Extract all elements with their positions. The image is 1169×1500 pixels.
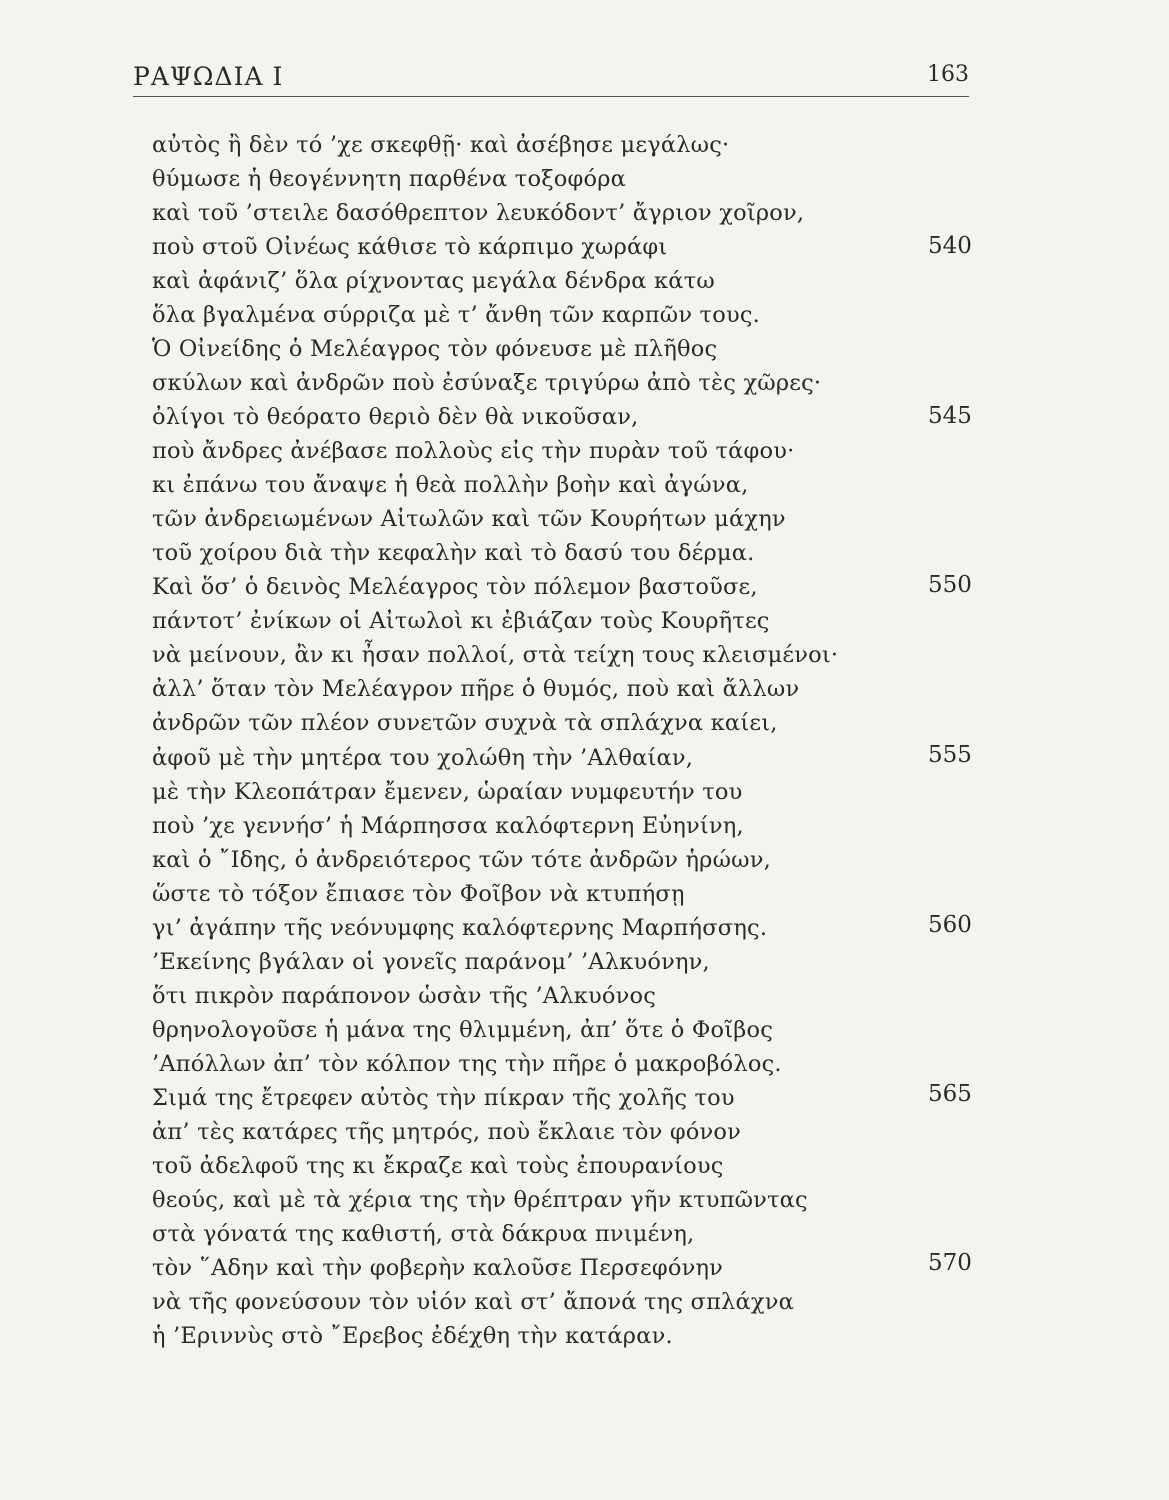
verse-line: στὰ γόνατά της καθιστή, στὰ δάκρυα πνιμένη, [152, 1220, 695, 1247]
verse-line: ποὺ στοῦ Οἰνέως κάθισε τὸ κάρπιμο χωράφι [152, 234, 668, 261]
running-title: ΡΑΨΩΔΙΑ Ι [133, 62, 284, 91]
line-number: 545 [928, 403, 972, 429]
verse-line: μὲ τὴν Κλεοπάτραν ἔμενεν, ὡραίαν νυμφευτήν του [152, 778, 743, 805]
verse-line: τοῦ ἀδελφοῦ της κι ἔκραζε καὶ τοὺς ἐπουρανίους [152, 1152, 724, 1179]
verse-line: ἡ ’Εριννὺς στὸ ῎Ερεβος ἐδέχθη τὴν κατάραν. [152, 1323, 673, 1349]
verse-line: ἀπ’ τὲς κατάρες τῆς μητρός, ποὺ ἔκλαιε τὸν φόνον [152, 1118, 742, 1145]
verse-line: τοῦ χοίρου διὰ τὴν κεφαλὴν καὶ τὸ δασύ του δέρμα. [152, 540, 755, 567]
verse-line: Σιμά της ἔτρεφεν αὐτὸς τὴν πίκραν τῆς χολῆς του [152, 1084, 735, 1111]
verse-line: ὅλα βγαλμένα σύρριζα μὲ τ’ ἄνθη τῶν καρπῶν τους. [152, 302, 760, 329]
verse-line: καὶ ὁ ῎Ιδης, ὁ ἀνδρειότερος τῶν τότε ἀνδρῶν ἡρώων, [152, 846, 771, 873]
verse-line: σκύλων καὶ ἀνδρῶν ποὺ ἐσύναξε τριγύρω ἀπὸ τὲς χῶρες· [152, 370, 822, 397]
line-number: 540 [928, 233, 972, 259]
verse-line: ποὺ ἄνδρες ἀνέβασε πολλοὺς εἰς τὴν πυρὰν τοῦ τάφου· [152, 438, 795, 465]
verse-line: ’Απόλλων ἀπ’ τὸν κόλπον της τὴν πῆρε ὁ μακροβόλος. [152, 1050, 782, 1077]
verse-line: θύμωσε ἡ θεογέννητη παρθένα τοξοφόρα [152, 166, 627, 193]
verse-line: ὅτι πικρὸν παράπονον ὡσὰν τῆς ’Αλκυόνος [152, 982, 657, 1009]
verse-line: πάντοτ’ ἐνίκων οἱ Αἰτωλοὶ κι ἐβιάζαν τοὺς Κουρῆτες [152, 608, 770, 635]
verse-line: θρηνολογοῦσε ἡ μάνα της θλιμμένη, ἀπ’ ὅτε ὁ Φοῖβος [152, 1016, 774, 1043]
verse-line: τὸν ῞Αδην καὶ τὴν φοβερὴν καλοῦσε Περσεφόνην [152, 1254, 724, 1281]
verse-line: καὶ ἀφάνιζ’ ὅλα ρίχνοντας μεγάλα δένδρα κάτω [152, 268, 715, 295]
verse-line: αὐτὸς ἢ δὲν τό ’χε σκεφθῇ· καὶ ἀσέβησε μεγάλως· [152, 132, 730, 158]
page-number: 163 [927, 62, 969, 87]
verse-line: ποὺ ’χε γεννήσ’ ἡ Μάρπησσα καλόφτερνη Εὐηνίνη, [152, 812, 744, 839]
line-number: 565 [928, 1081, 972, 1107]
verse-line: ἀφοῦ μὲ τὴν μητέρα του χολώθη τὴν ’Αλθαίαν, [152, 744, 694, 771]
verse-line: Καὶ ὅσ’ ὁ δεινὸς Μελέαγρος τὸν πόλεμον βαστοῦσε, [152, 574, 758, 601]
verse-line: Ὁ Οἰνείδης ὁ Μελέαγρος τὸν φόνευσε μὲ πλῆθος [152, 336, 718, 363]
line-number: 570 [928, 1250, 972, 1276]
verse-line: ὀλίγοι τὸ θεόρατο θεριὸ δὲν θὰ νικοῦσαν, [152, 404, 639, 431]
verse-line: ἀνδρῶν τῶν πλέον συνετῶν συχνὰ τὰ σπλάχνα καίει, [152, 710, 778, 737]
verse-line: ἀλλ’ ὅταν τὸν Μελέαγρον πῆρε ὁ θυμός, ποὺ καὶ ἄλλων [152, 676, 800, 703]
verse-line: θεούς, καὶ μὲ τὰ χέρια της τὴν θρέπτραν γῆν κτυπῶντας [152, 1186, 808, 1213]
verse-line: καὶ τοῦ ’στειλε δασόθρεπτον λευκόδοντ’ ἄγριον χοῖρον, [152, 200, 805, 227]
verse-line: τῶν ἀνδρειωμένων Αἰτωλῶν καὶ τῶν Κουρήτων μάχην [152, 506, 786, 533]
line-number: 555 [928, 742, 972, 768]
verse-line: νὰ μείνουν, ἂν κι ἦσαν πολλοί, στὰ τείχη τους κλεισμένοι· [152, 642, 839, 669]
verse-line: κι ἐπάνω του ἄναψε ἡ θεὰ πολλὴν βοὴν καὶ ἀγώνα, [152, 472, 749, 499]
verse-line: ὥστε τὸ τόξον ἔπιασε τὸν Φοῖβον νὰ κτυπήσῃ [152, 880, 685, 907]
verse-line: ’Εκείνης βγάλαν οἱ γονεῖς παράνομ’ ’Αλκυόνην, [152, 948, 710, 975]
verse-line: νὰ τῆς φονεύσουν τὸν υἱόν καὶ στ’ ἄπονά της σπλάχνα [152, 1288, 795, 1315]
verse-line: γι’ ἀγάπην τῆς νεόνυμφης καλόφτερνης Μαρπήσσης. [152, 914, 768, 941]
line-number: 560 [928, 912, 972, 938]
line-number: 550 [928, 572, 972, 598]
